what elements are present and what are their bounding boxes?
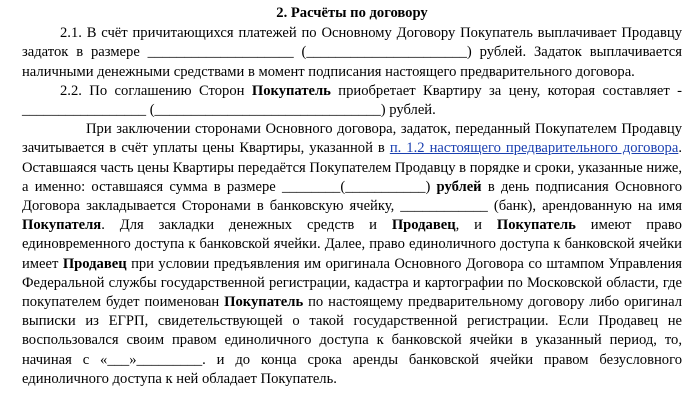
paragraph-text-6: имеют право единовременного доступа к банковской ячейки. Далее, право единоличного доступа к банковской ячейки имеет bbox=[22, 217, 682, 272]
clause-2-2 bbox=[22, 82, 682, 120]
clause-2-1-text: 2.1. В счёт причитающихся платежей по Основному Договору Покупатель выплачивает Продавцу задаток в размере ____________________ (______________________) рублей. Задаток выплачивается наличными денежными средствами в момент подписания настоящего предварительного договора. bbox=[22, 25, 682, 80]
paragraph-settlement bbox=[22, 120, 682, 389]
clause-1-2-link[interactable]: п. 1.2 настоящего предварительного договора bbox=[389, 140, 679, 157]
buyer-bold-1: Покупателя bbox=[22, 217, 102, 234]
clause-2-2-text-start: 2.2. По соглашению Сторон bbox=[60, 82, 252, 99]
seller-bold-2: Продавец bbox=[62, 255, 127, 272]
paragraph-text-7: при условии предъявления им оригинала Основного Договора со штампом Управления Федеральной службы государственной регистрации, кадастра и картографии по Московской области, где покупателем будет поименован bbox=[22, 255, 682, 311]
clause-2-2-text-end: приобретает Квартиру за цену, которая составляет - _________________ (_______________________________) рублей. bbox=[22, 82, 682, 119]
paragraph-text-2: . Оставшаяся часть цены Квартиры передаётся Покупателем Продавцу в порядке и сроки, указанные ниже, а именно: оставшаяся сумма в размере ________(___________) bbox=[22, 140, 682, 195]
paragraph-text-3: в день подписания Основного Договора закладывается Сторонами в банковскую ячейку, ____________ (банк), арендованную на имя bbox=[22, 178, 682, 215]
clause-2-2-buyer-bold: Покупатель bbox=[251, 82, 331, 99]
buyer-bold-2: Покупатель bbox=[496, 217, 576, 234]
paragraph-text-8: по настоящему предварительному договору либо оригинал выписки из ЕГРП, свидетельствующей о такой государственной регистрации. Если Продавец не воспользовался своим правом единоличного доступа к банковской ячейки в указанный период, то, начиная с «___»_________. и до конца срока аренды банковской ячейки правом безусловного единоличного доступа к ней обладает Покупатель. bbox=[22, 294, 682, 387]
clause-2-1 bbox=[22, 24, 682, 82]
buyer-bold-3: Покупатель bbox=[224, 294, 304, 311]
paragraph-text-5: , и bbox=[455, 217, 497, 234]
paragraph-text-1: При заключении сторонами Основного договора, задаток, переданный Покупателем Продавцу зачитывается в счёт уплаты цены Квартиры, указанной в bbox=[22, 121, 682, 157]
seller-bold-1: Продавец bbox=[391, 217, 456, 234]
rubles-bold: рублей bbox=[436, 178, 482, 195]
section-title: 2. Расчёты по договору bbox=[276, 5, 428, 21]
paragraph-text-4: . Для закладки денежных средств и bbox=[101, 217, 392, 234]
